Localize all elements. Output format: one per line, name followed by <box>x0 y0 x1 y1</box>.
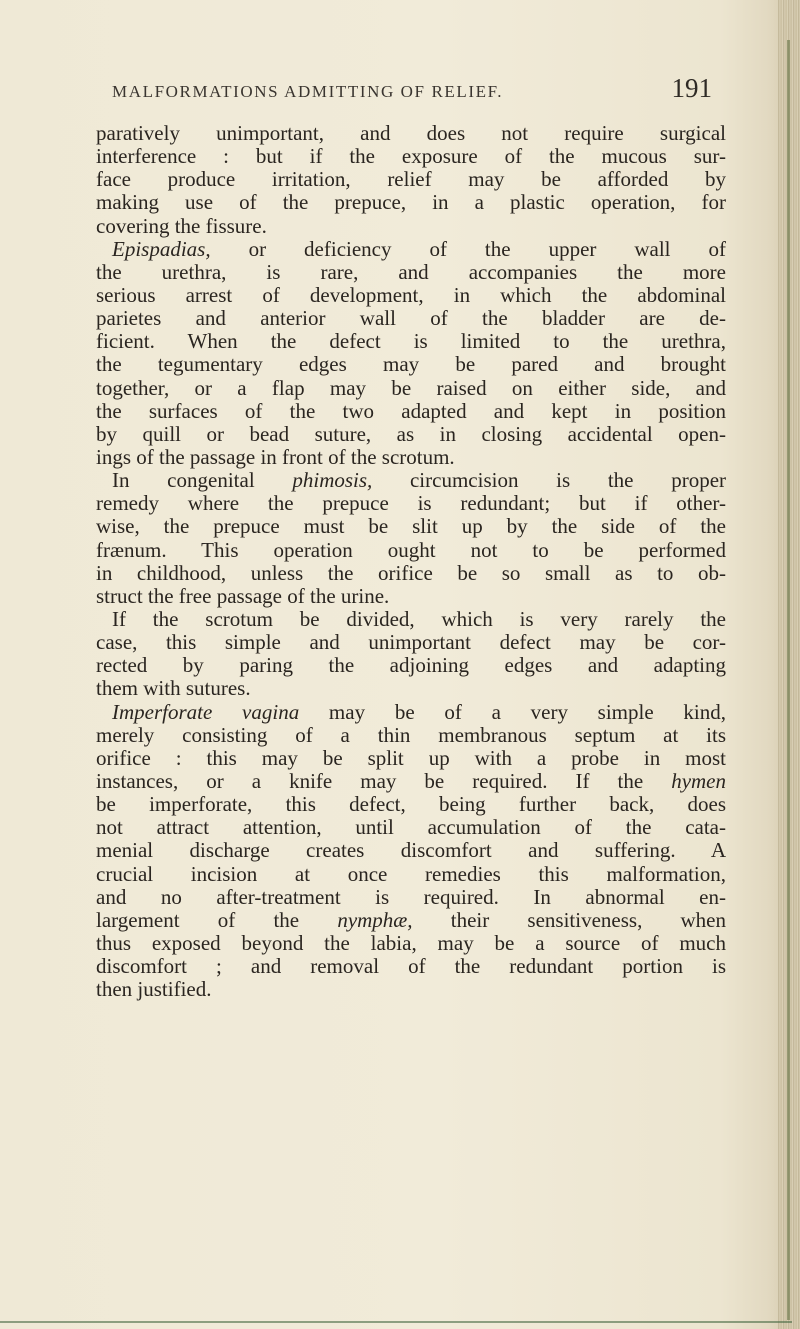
text-line <box>96 701 726 724</box>
text-line <box>96 284 726 307</box>
text-line <box>96 631 726 654</box>
text-segment: them with sutures. <box>96 676 251 701</box>
text-segment: parietes and anterior wall of the bladder are de- <box>96 306 726 331</box>
text-segment: face produce irritation, relief may be afforded by <box>96 167 726 192</box>
italic-term: Imperforate vagina <box>112 699 300 724</box>
text-line <box>96 446 726 469</box>
text-segment: together, or a flap may be raised on either side, and <box>96 375 726 400</box>
text-segment: paratively unimportant, and does not require surgical <box>96 121 726 145</box>
text-segment: thus exposed beyond the labia, may be a source of much <box>96 930 726 955</box>
text-line <box>96 400 726 423</box>
text-line <box>96 261 726 284</box>
binding-edge-line <box>787 40 790 1320</box>
text-line <box>96 238 726 261</box>
text-line <box>96 353 726 376</box>
italic-term: nymphæ, <box>337 907 413 932</box>
text-segment: frænum. This operation ought not to be performed <box>96 537 726 562</box>
text-segment: wise, the prepuce must be slit up by the side of the <box>96 514 726 539</box>
text-line <box>96 793 726 816</box>
text-line <box>96 469 726 492</box>
text-line <box>96 747 726 770</box>
text-segment: and no after-treatment is required. In abnormal en- <box>96 884 726 909</box>
text-line <box>96 215 726 238</box>
text-line <box>96 168 726 191</box>
text-line <box>96 863 726 886</box>
text-segment: their sensitiveness, when <box>412 907 727 932</box>
text-segment: instances, or a knife may be required. If the <box>96 768 672 793</box>
text-segment: If the scrotum be divided, which is very rarely the <box>112 606 726 631</box>
running-title: MALFORMATIONS ADMITTING OF RELIEF. <box>112 82 504 101</box>
text-segment: by quill or bead suture, as in closing accidental open- <box>96 421 726 446</box>
text-segment: discomfort ; and removal of the redundant portion is <box>96 954 726 979</box>
page-number: 191 <box>671 73 712 103</box>
text-segment: interference : but if the exposure of the mucous sur- <box>96 144 726 169</box>
text-line <box>96 654 726 677</box>
text-line <box>96 677 726 700</box>
text-segment: circumcision is the proper <box>372 468 727 493</box>
text-segment: serious arrest of development, in which the abdominal <box>96 282 726 307</box>
text-line <box>96 770 726 793</box>
text-line <box>96 330 726 353</box>
text-line <box>96 909 726 932</box>
text-line <box>96 816 726 839</box>
text-segment: crucial incision at once remedies this malformation, <box>96 861 726 886</box>
italic-term: phimosis, <box>292 468 373 493</box>
italic-term: Epispadias, <box>112 236 211 261</box>
text-segment: the tegumentary edges may be pared and brought <box>96 352 726 377</box>
text-line <box>96 886 726 909</box>
text-segment: case, this simple and unimportant defect may be cor- <box>96 630 726 655</box>
text-line <box>96 191 726 214</box>
text-segment: then justified. <box>96 977 212 1002</box>
text-segment: the urethra, is rare, and accompanies the more <box>96 259 726 284</box>
text-line <box>96 307 726 330</box>
text-line <box>96 724 726 747</box>
text-segment: making use of the prepuce, in a plastic operation, for <box>96 190 726 215</box>
text-segment: remedy where the prepuce is redundant; but if other- <box>96 491 726 516</box>
text-line <box>96 515 726 538</box>
text-line <box>96 932 726 955</box>
text-segment: not attract attention, until accumulation of the cata- <box>96 815 726 840</box>
text-segment: ficient. When the defect is limited to the urethra, <box>96 329 726 354</box>
text-segment: orifice : this may be split up with a probe in most <box>96 745 726 770</box>
bottom-edge-line <box>0 1321 792 1323</box>
text-segment: largement of the <box>96 907 338 932</box>
text-line <box>96 539 726 562</box>
text-segment: struct the free passage of the urine. <box>96 583 390 608</box>
text-line <box>96 122 726 145</box>
text-line <box>96 377 726 400</box>
text-segment: or deficiency of the upper wall of <box>210 236 726 261</box>
text-line <box>96 585 726 608</box>
text-segment: the surfaces of the two adapted and kept in position <box>96 398 726 423</box>
text-segment: covering the fissure. <box>96 213 267 238</box>
text-segment: menial discharge creates discomfort and suffering. A <box>96 838 726 863</box>
text-line <box>96 562 726 585</box>
text-segment: In congenital <box>112 468 293 493</box>
body-text <box>96 122 726 1001</box>
text-line <box>96 492 726 515</box>
text-line <box>96 145 726 168</box>
text-segment: merely consisting of a thin membranous septum at its <box>96 722 726 747</box>
text-line <box>96 608 726 631</box>
text-segment: ings of the passage in front of the scrotum. <box>96 444 455 469</box>
text-segment: in childhood, unless the orifice be so small as to ob- <box>96 560 726 585</box>
text-line <box>96 978 726 1001</box>
text-segment: may be of a very simple kind, <box>299 699 726 724</box>
text-line <box>96 839 726 862</box>
text-segment: rected by paring the adjoining edges and adapting <box>96 653 726 678</box>
text-line <box>96 423 726 446</box>
text-line <box>96 955 726 978</box>
running-header <box>112 72 712 108</box>
text-segment: be imperforate, this defect, being further back, does <box>96 792 726 817</box>
italic-term: hymen <box>671 768 726 793</box>
